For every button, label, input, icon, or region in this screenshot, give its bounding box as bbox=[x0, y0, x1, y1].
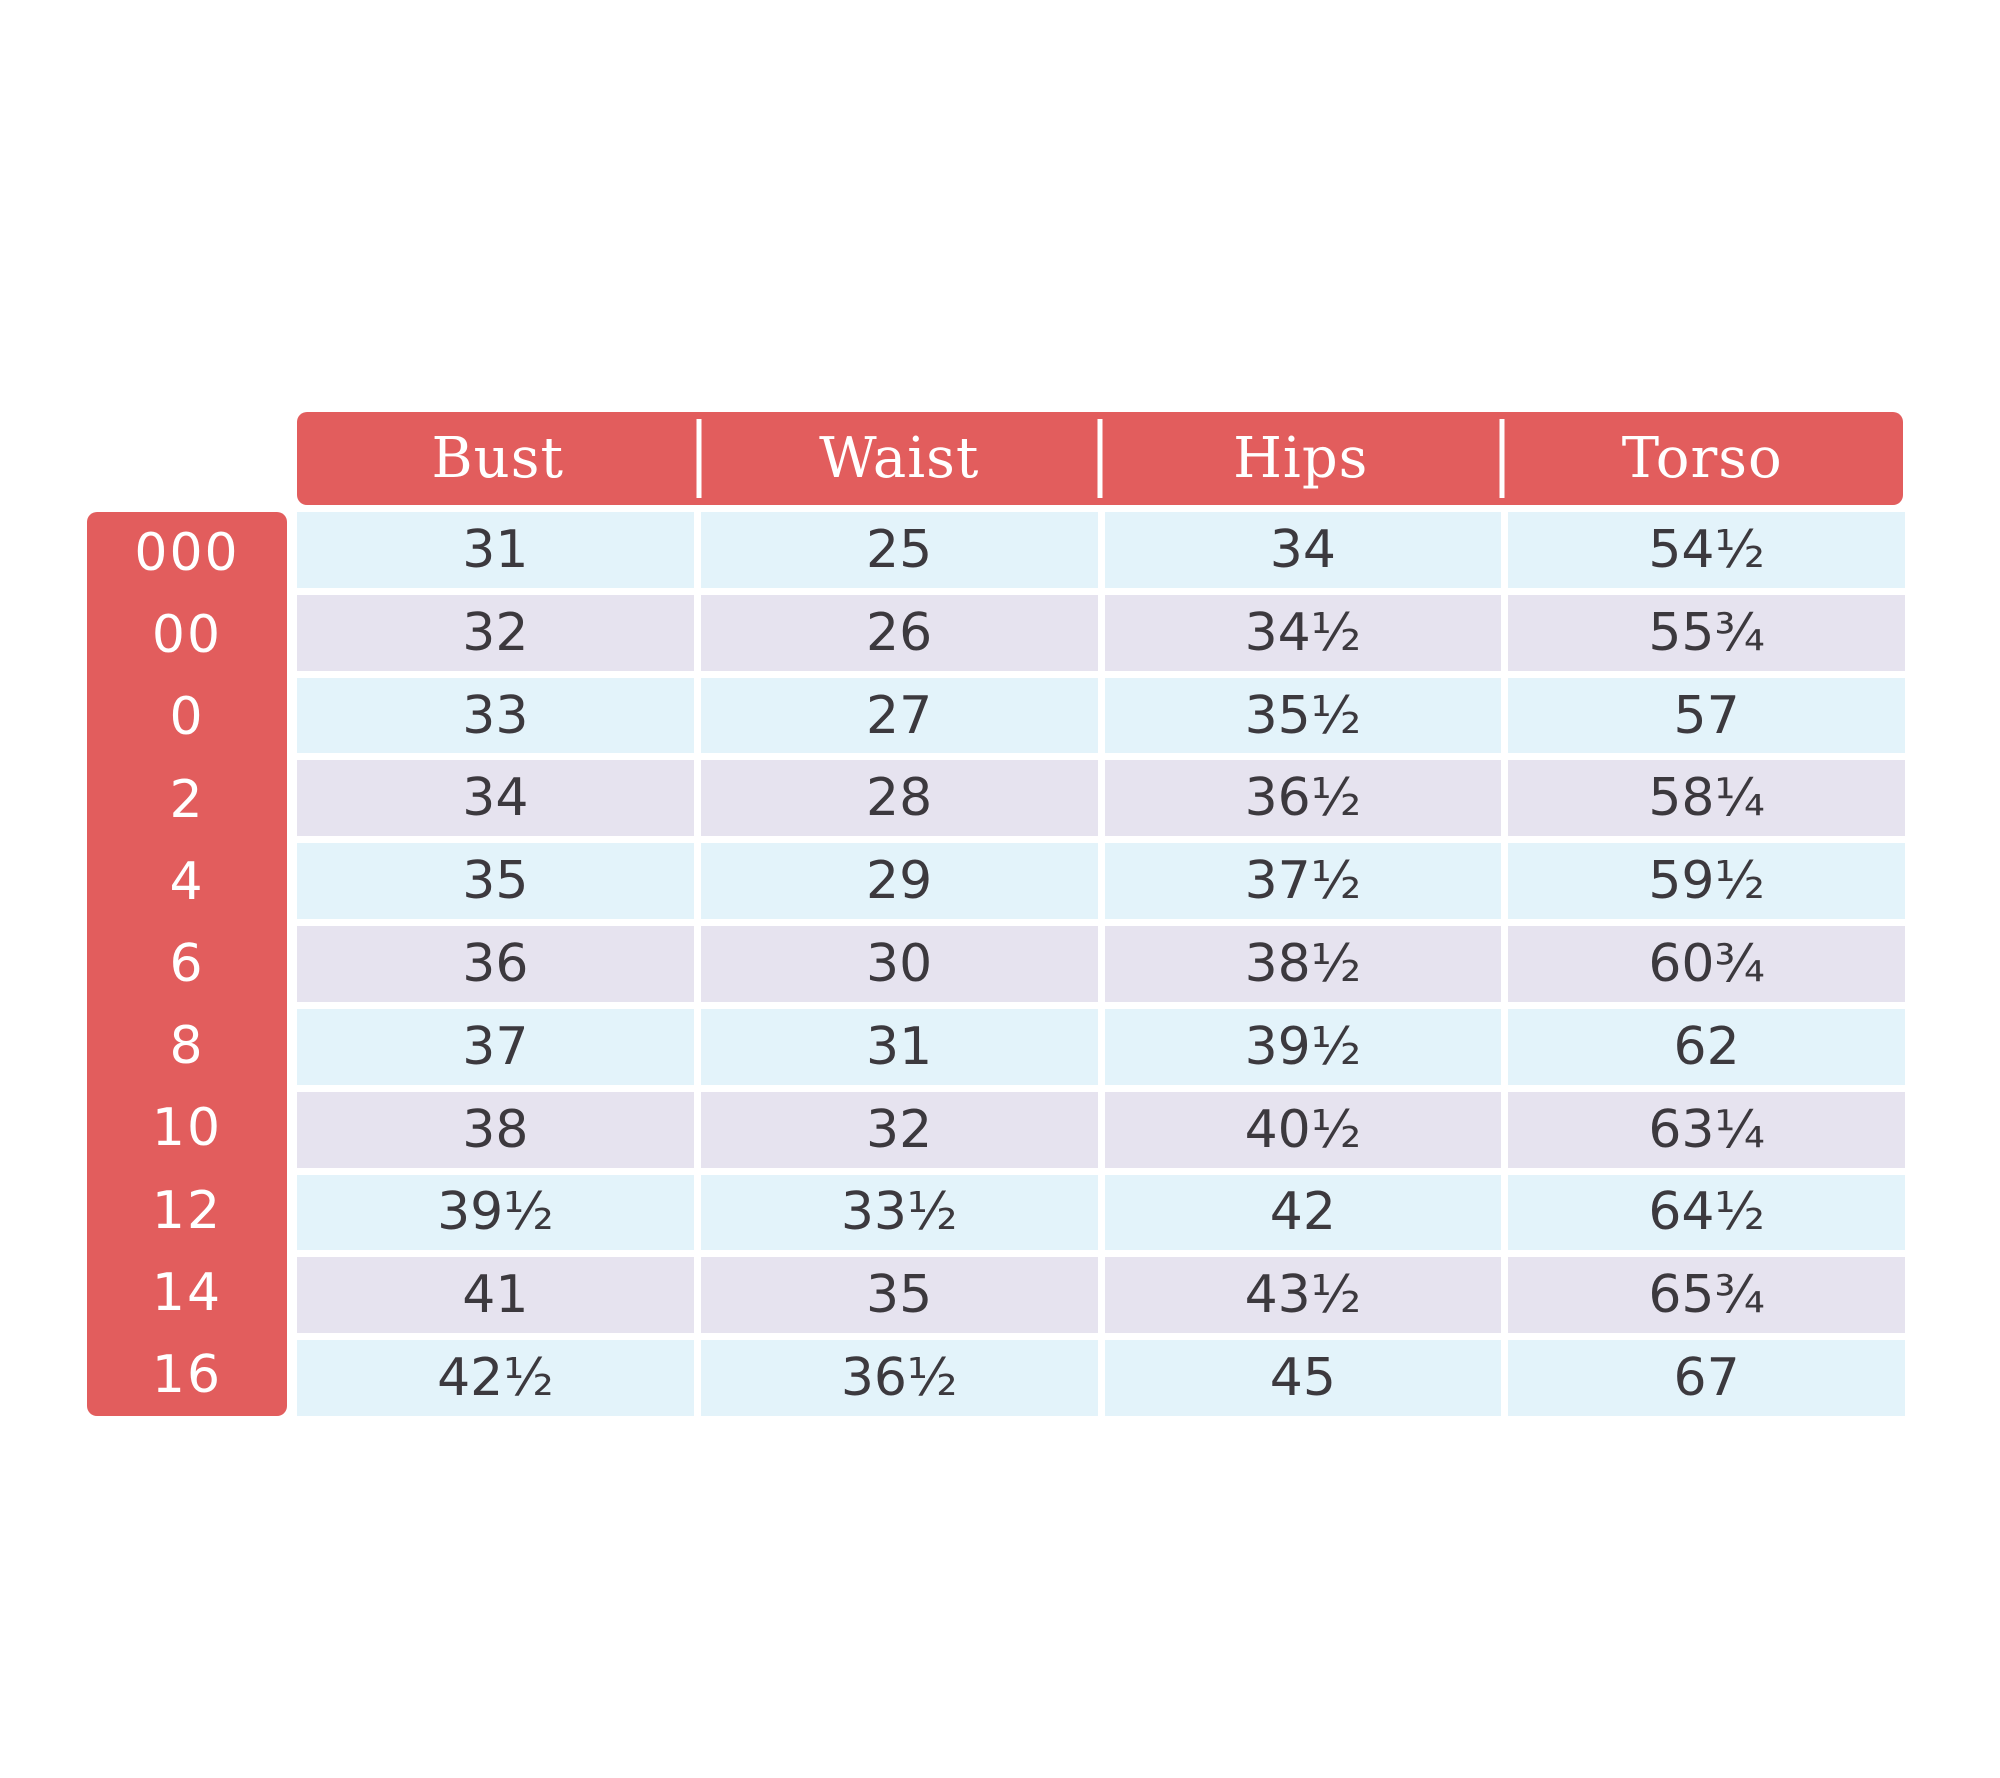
measurement-cell: 26 bbox=[701, 595, 1098, 671]
size-label: 14 bbox=[151, 1262, 223, 1323]
column-header-bust: Bust bbox=[431, 426, 564, 491]
measurement-cell: 37½ bbox=[1105, 843, 1502, 919]
measurement-cell: 55¾ bbox=[1508, 595, 1905, 671]
measurement-cell: 45 bbox=[1105, 1340, 1502, 1416]
measurement-cell: 25 bbox=[701, 512, 1098, 588]
measurement-cell: 27 bbox=[701, 678, 1098, 754]
column-header-waist: Waist bbox=[699, 412, 1101, 505]
measurement-cell: 31 bbox=[701, 1009, 1098, 1085]
measurement-cell: 42½ bbox=[297, 1340, 694, 1416]
measurement-cell: 34 bbox=[1105, 512, 1502, 588]
size-label: 10 bbox=[151, 1098, 223, 1159]
measurement-cell: 36½ bbox=[1105, 760, 1502, 836]
size-label: 2 bbox=[169, 769, 205, 830]
size-label-column bbox=[87, 512, 287, 1416]
measurement-cell: 36½ bbox=[701, 1340, 1098, 1416]
measurement-cell: 42 bbox=[1105, 1175, 1502, 1251]
measurement-cell: 33½ bbox=[701, 1175, 1098, 1251]
measurement-cell: 64½ bbox=[1508, 1175, 1905, 1251]
measurement-cell: 32 bbox=[297, 595, 694, 671]
measurement-cell: 58¼ bbox=[1508, 760, 1905, 836]
size-label: 000 bbox=[134, 523, 240, 584]
measurement-grid bbox=[297, 512, 1905, 1416]
measurement-cell: 29 bbox=[701, 843, 1098, 919]
size-label: 16 bbox=[151, 1344, 223, 1405]
measurement-cell: 28 bbox=[701, 760, 1098, 836]
table-header-row bbox=[297, 412, 1903, 505]
measurement-cell: 30 bbox=[701, 926, 1098, 1002]
measurement-cell: 33 bbox=[297, 678, 694, 754]
column-header-hips: Hips bbox=[1100, 412, 1502, 505]
measurement-cell: 54½ bbox=[1508, 512, 1905, 588]
size-label: 12 bbox=[151, 1180, 223, 1241]
measurement-cell: 36 bbox=[297, 926, 694, 1002]
measurement-cell: 62 bbox=[1508, 1009, 1905, 1085]
measurement-cell: 37 bbox=[297, 1009, 694, 1085]
measurement-cell: 38 bbox=[297, 1092, 694, 1168]
measurement-cell: 32 bbox=[701, 1092, 1098, 1168]
measurement-cell: 43½ bbox=[1105, 1257, 1502, 1333]
measurement-cell: 31 bbox=[297, 512, 694, 588]
size-label: 0 bbox=[169, 687, 205, 748]
measurement-cell: 40½ bbox=[1105, 1092, 1502, 1168]
size-label: 00 bbox=[151, 605, 223, 666]
column-header-torso: Torso bbox=[1502, 412, 1904, 505]
measurement-cell: 63¼ bbox=[1508, 1092, 1905, 1168]
measurement-cell: 34 bbox=[297, 760, 694, 836]
measurement-cell: 39½ bbox=[1105, 1009, 1502, 1085]
measurement-cell: 57 bbox=[1508, 678, 1905, 754]
measurement-cell: 67 bbox=[1508, 1340, 1905, 1416]
size-label: 8 bbox=[169, 1016, 205, 1077]
measurement-cell: 41 bbox=[297, 1257, 694, 1333]
measurement-cell: 39½ bbox=[297, 1175, 694, 1251]
size-label: 4 bbox=[169, 851, 205, 912]
measurement-cell: 60¾ bbox=[1508, 926, 1905, 1002]
measurement-cell: 34½ bbox=[1105, 595, 1502, 671]
measurement-cell: 38½ bbox=[1105, 926, 1502, 1002]
measurement-cell: 35 bbox=[701, 1257, 1098, 1333]
measurement-cell: 59½ bbox=[1508, 843, 1905, 919]
measurement-cell: 65¾ bbox=[1508, 1257, 1905, 1333]
measurement-cell: 35½ bbox=[1105, 678, 1502, 754]
size-label: 6 bbox=[169, 933, 205, 994]
measurement-cell: 35 bbox=[297, 843, 694, 919]
